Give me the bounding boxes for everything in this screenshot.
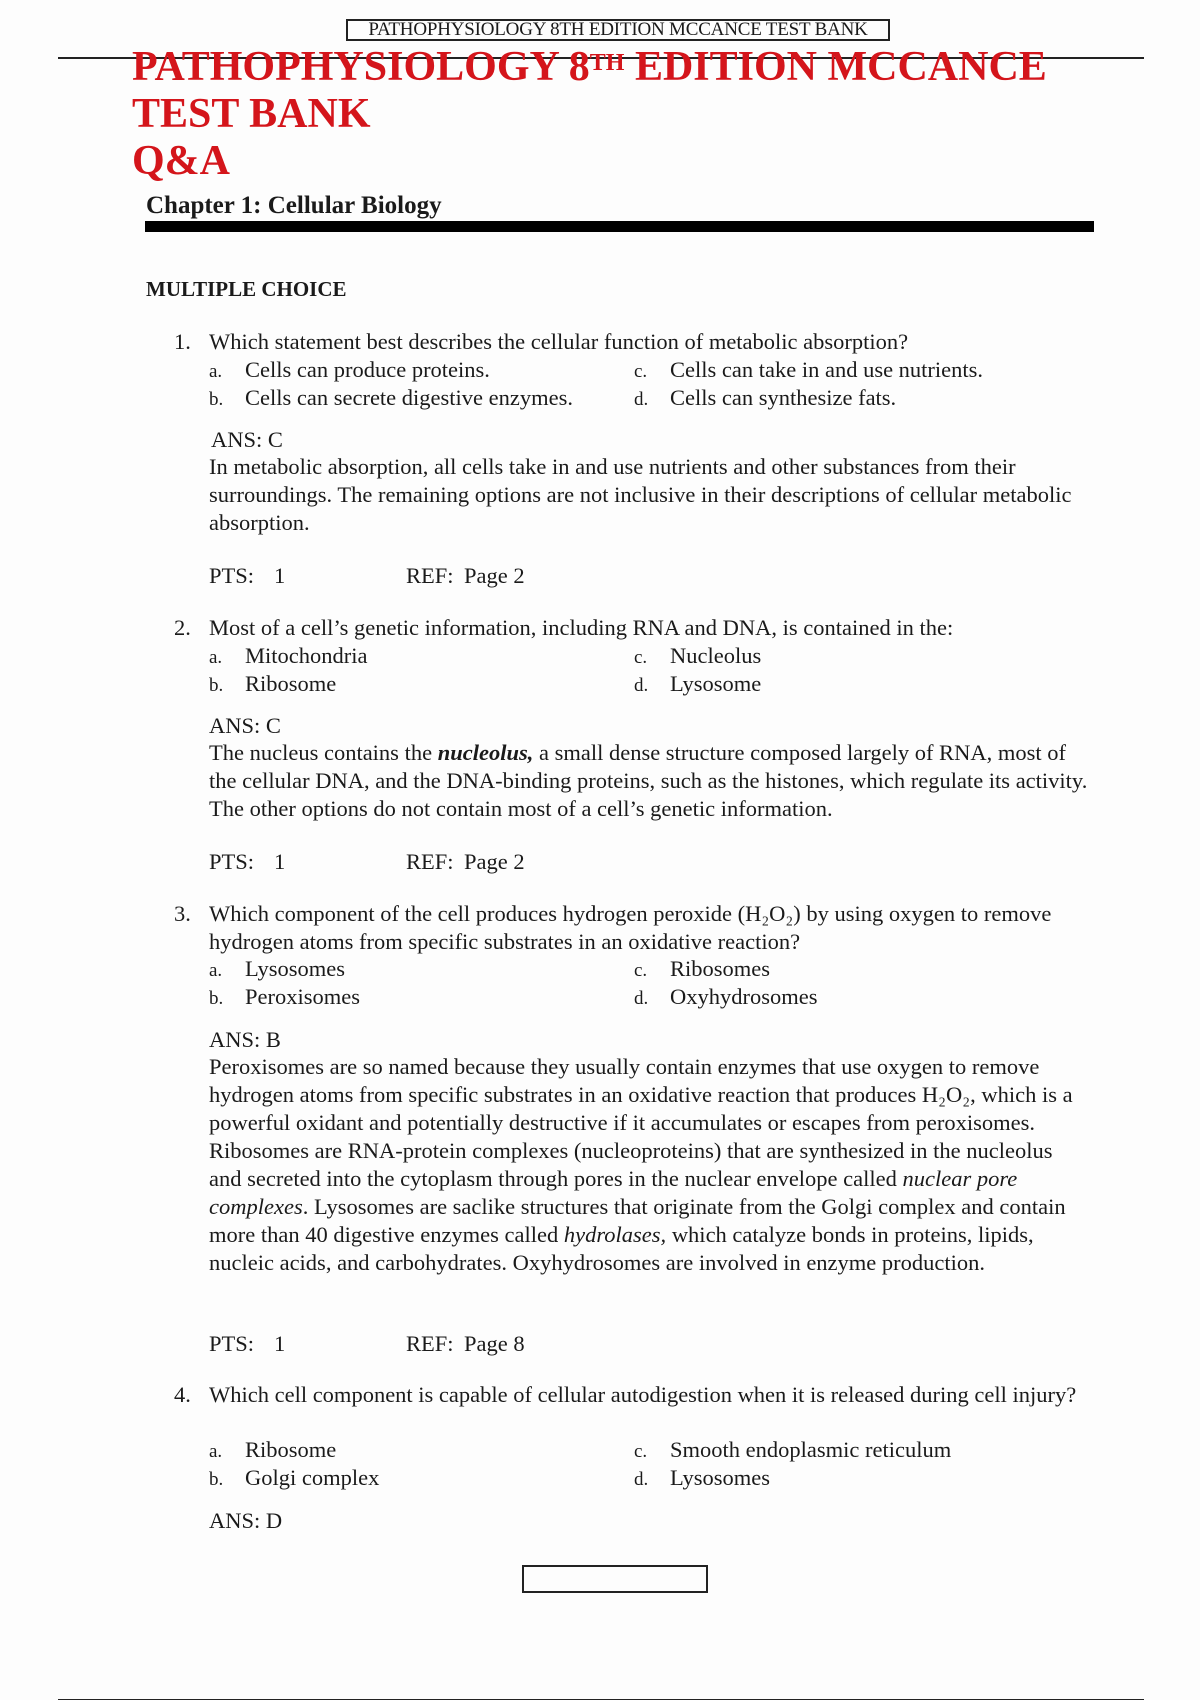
rationale: The nucleus contains the nucleolus, a small dense structure composed largely of RNA, most of the cellular DNA, and the DNA-binding proteins, such as the histones, which regulate its activity. The other options do not contain most of a cell’s genetic information. [209,740,1088,821]
option-b: b. Golgi complex [209,1465,380,1490]
option-a: a. Cells can produce proteins. [209,357,490,382]
running-header: PATHOPHYSIOLOGY 8TH EDITION MCCANCE TEST BANK [346,19,890,41]
footer-box [522,1565,708,1593]
option-c: c. Cells can take in and use nutrients. [634,357,984,382]
option-a: a. Lysosomes [209,956,346,981]
option-b: b. Ribosome [209,671,337,696]
answer-key: ANS: C [211,427,283,452]
option-c: c. Nucleolus [634,643,762,668]
answer-key: ANS: D [209,1508,283,1533]
question-number: 3. [174,901,191,926]
question-stem: Which statement best describes the cellular function of metabolic absorption? [209,329,909,354]
document-title-line-3: Q&A [132,138,230,184]
question-number: 2. [174,615,191,640]
option-d: d. Oxyhydrosomes [634,984,818,1009]
question-stem: Most of a cell’s genetic information, including RNA and DNA, is contained in the: [209,615,954,640]
question-number: 1. [174,329,191,354]
chapter-divider [145,221,1094,232]
option-d: d. Cells can synthesize fats. [634,385,897,410]
document-title-line-2: TEST BANK [132,91,371,137]
question-number: 4. [174,1382,191,1407]
question-stem: Which cell component is capable of cellular autodigestion when it is released during cell injury? [209,1382,1077,1407]
option-b: b. Peroxisomes [209,984,360,1009]
option-d: d. Lysosomes [634,1465,771,1490]
option-b: b. Cells can secrete digestive enzymes. [209,385,573,410]
rationale: In metabolic absorption, all cells take in and use nutrients and other substances from their surroundings. The remaining options are not inclusive in their descriptions of cellular metabolic absorption. [209,454,1072,535]
option-a: a. Ribosome [209,1437,337,1462]
question-stem: Which component of the cell produces hydrogen peroxide (H₂O₂) by using oxygen to remove hydrogen atoms from specific substrates in an oxidative reaction? [209,901,1052,954]
option-c: c. Smooth endoplasmic reticulum [634,1437,952,1462]
document-title-line-1: PATHOPHYSIOLOGY 8TH EDITION MCCANCE [132,44,1047,90]
rationale: Peroxisomes are so named because they usually contain enzymes that use oxygen to remove hydrogen atoms from specific substrates in an oxidative reaction that produces H₂O₂, which is a powerful oxidant and potentially destructive if it accumulates or escapes from peroxisomes. Ribosomes are RNA-protein complexes (nucleoproteins) that are synthesized in the nucleolus and secreted into the cytoplasm through pores in the nuclear envelope called nuclear pore complexes. Lysosomes are saclike structures that originate from the Golgi complex and contain more than 40 digestive enzymes called hydrolases, which catalyze bonds in proteins, lipids, nucleic acids, and carbohydrates. Oxyhydrosomes are involved in enzyme production. [209,1054,1073,1275]
answer-key: ANS: C [209,713,281,738]
option-a: a. Mitochondria [209,643,368,668]
chapter-title: Chapter 1: Cellular Biology [146,192,442,219]
option-c: c. Ribosomes [634,956,771,981]
answer-key: ANS: B [209,1027,281,1052]
section-heading: MULTIPLE CHOICE [146,277,347,301]
option-d: d. Lysosome [634,671,762,696]
